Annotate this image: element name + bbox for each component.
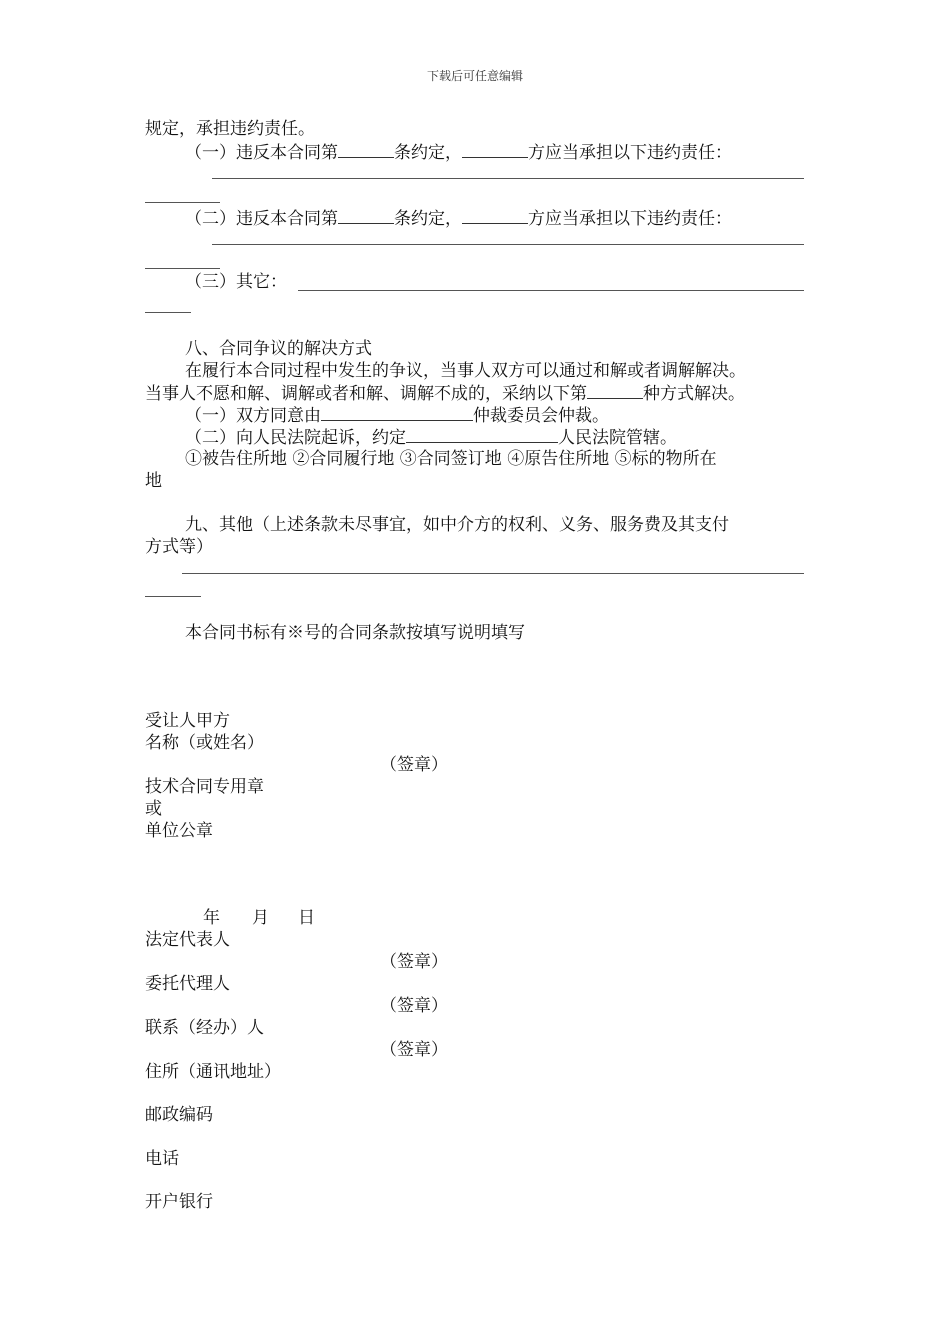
article-number-blank-1[interactable]	[338, 141, 394, 158]
page-header: 下载后可任意编辑	[426, 69, 523, 83]
party-blank-1[interactable]	[462, 141, 528, 158]
party-a-label: 受让人甲方	[145, 711, 230, 731]
fill-line[interactable]	[182, 573, 804, 574]
arbitration-option-text-b: 仲裁委员会仲裁。	[473, 406, 609, 426]
fill-instructions-note: 本合同书标有※号的合同条款按填写说明填写	[185, 623, 525, 643]
clause9-title: 九、其他（上述条款未尽事宜，如中介方的权利、义务、服务费及其支付	[185, 515, 729, 535]
authorized-agent-label: 委托代理人	[145, 974, 230, 994]
breach-item-1-text-a: （一）违反本合同第	[185, 143, 338, 163]
clause8-title: 八、合同争议的解决方式	[185, 339, 372, 359]
clause8-paragraph-2-text-b: 种方式解决。	[643, 384, 745, 404]
fill-line[interactable]	[145, 268, 220, 269]
fill-line[interactable]	[212, 244, 804, 245]
tech-contract-seal-label: 技术合同专用章	[145, 777, 264, 797]
year-label: 年	[203, 908, 220, 928]
breach-item-2	[185, 207, 732, 230]
court-option-text-b: 人民法院管辖。	[558, 428, 677, 448]
address-label: 住所（通讯地址）	[145, 1062, 281, 1082]
breach-item-2-text-b: 条约定，	[394, 209, 462, 229]
court-blank[interactable]	[406, 426, 558, 443]
seal-label: （签章）	[380, 952, 448, 972]
breach-item-2-text-a: （二）违反本合同第	[185, 209, 338, 229]
postcode-label: 邮政编码	[145, 1105, 213, 1125]
unit-seal-label: 单位公章	[145, 821, 213, 841]
phone-label: 电话	[145, 1149, 179, 1169]
day-label: 日	[298, 908, 315, 928]
method-number-blank[interactable]	[587, 382, 643, 399]
breach-item-3: （三）其它：	[185, 272, 287, 292]
fill-line[interactable]	[145, 312, 191, 313]
contact-person-label: 联系（经办）人	[145, 1018, 264, 1038]
court-option	[185, 426, 677, 449]
clause7-continuation: 规定，承担违约责任。	[145, 119, 315, 139]
fill-line[interactable]	[298, 290, 804, 291]
or-label: 或	[145, 799, 162, 819]
seal-label: （签章）	[380, 755, 448, 775]
court-option-text-a: （二）向人民法院起诉，约定	[185, 428, 406, 448]
fill-line[interactable]	[145, 596, 201, 597]
breach-item-1	[185, 141, 732, 164]
clause9-title-cont: 方式等）	[145, 537, 213, 557]
month-label: 月	[252, 908, 269, 928]
legal-representative-label: 法定代表人	[145, 930, 230, 950]
breach-item-1-text-b: 条约定，	[394, 143, 462, 163]
court-location-options-cont: 地	[145, 471, 162, 491]
arbitration-option-text-a: （一）双方同意由	[185, 406, 321, 426]
fill-line[interactable]	[145, 202, 220, 203]
arbitration-option	[185, 404, 609, 427]
name-label: 名称（或姓名）	[145, 733, 264, 753]
clause8-paragraph-2	[145, 382, 745, 405]
seal-label: （签章）	[380, 996, 448, 1016]
clause8-paragraph-2-text-a: 当事人不愿和解、调解或者和解、调解不成的，采纳以下第	[145, 384, 587, 404]
party-blank-2[interactable]	[462, 207, 528, 224]
seal-label: （签章）	[380, 1040, 448, 1060]
bank-label: 开户银行	[145, 1192, 213, 1212]
breach-item-1-text-c: 方应当承担以下违约责任：	[528, 143, 732, 163]
article-number-blank-2[interactable]	[338, 207, 394, 224]
fill-line[interactable]	[212, 178, 804, 179]
clause8-paragraph-1: 在履行本合同过程中发生的争议，当事人双方可以通过和解或者调解解决。	[185, 361, 746, 381]
court-location-options: ①被告住所地 ②合同履行地 ③合同签订地 ④原告住所地 ⑤标的物所在	[185, 449, 717, 469]
arbitration-committee-blank[interactable]	[321, 404, 473, 421]
breach-item-2-text-c: 方应当承担以下违约责任：	[528, 209, 732, 229]
